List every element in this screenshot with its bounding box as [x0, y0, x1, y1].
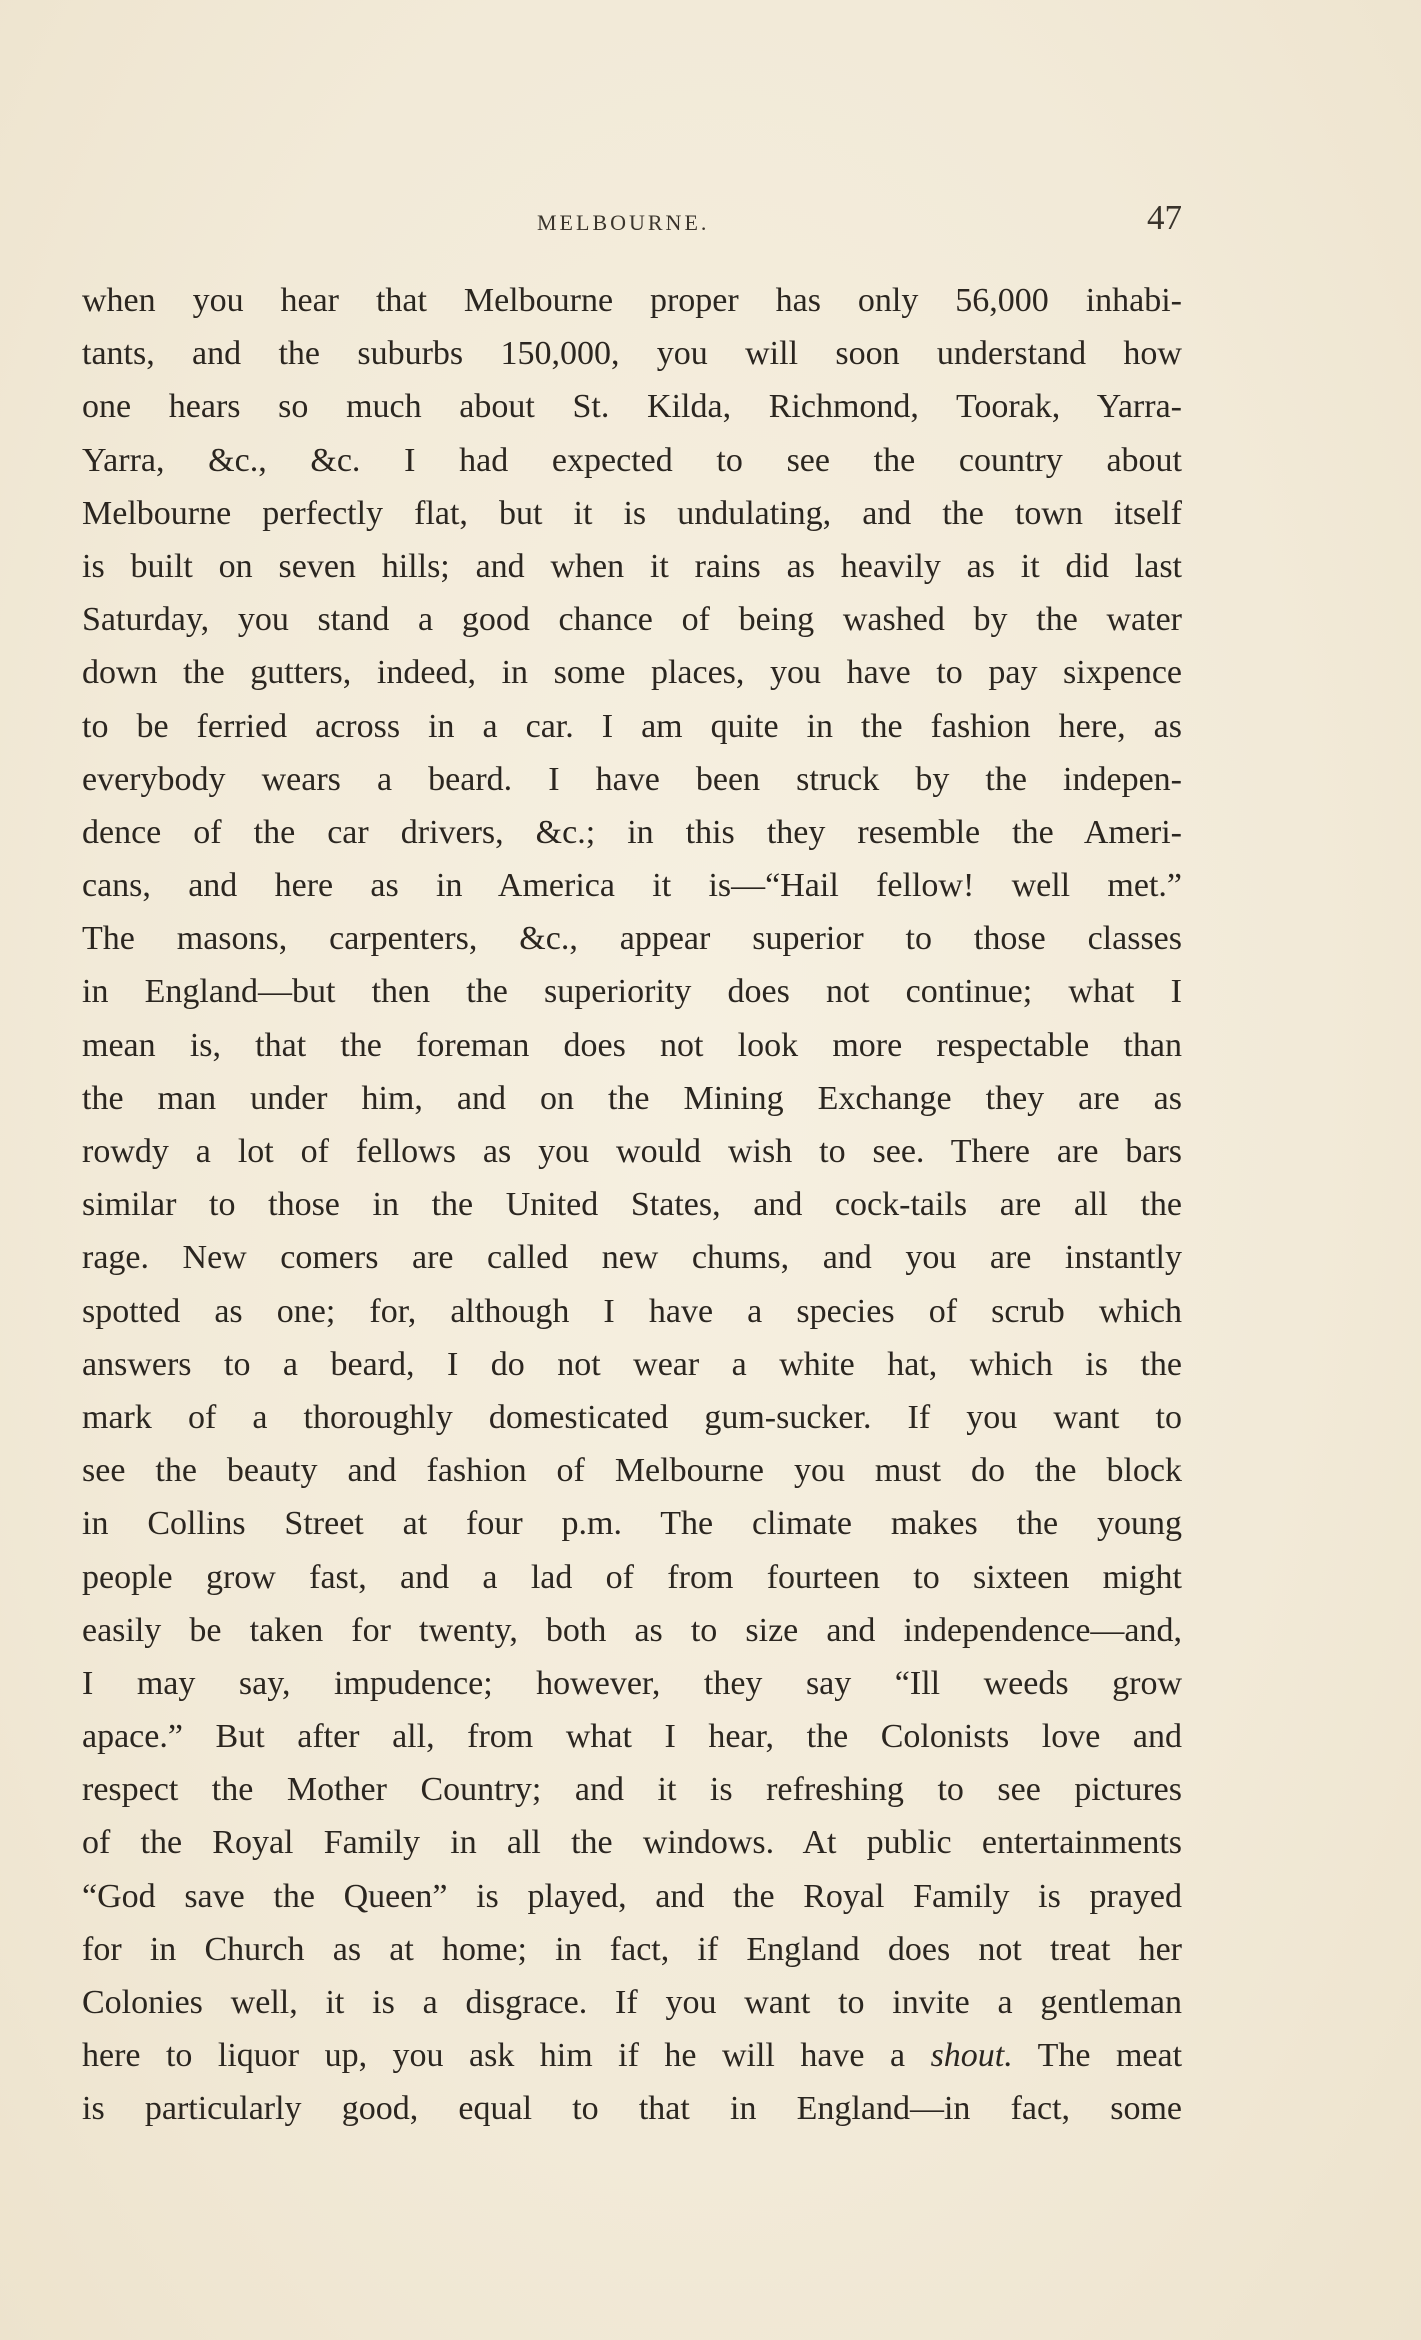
text-line-with-italic: [82, 2029, 1182, 2082]
text-line: cans, and here as in America it is—“Hail fellow! well met.”: [82, 867, 1182, 905]
text-line: down the gutters, indeed, in some places, you have to pay sixpence: [82, 654, 1182, 692]
text-line: I may say, impudence; however, they say “Ill weeds grow: [82, 1664, 1182, 1702]
text-line: in England—but then the superiority does not continue; what I: [82, 973, 1182, 1011]
text-line: Melbourne perfectly flat, but it is undulating, and the town itself: [82, 494, 1182, 532]
running-head: MELBOURNE.: [537, 210, 710, 235]
text-line: of the Royal Family in all the windows. At public entertainments: [82, 1824, 1182, 1862]
page-header: [82, 198, 1182, 248]
text-line: rage. New comers are called new chums, and you are instantly: [82, 1239, 1182, 1277]
text-line: tants, and the suburbs 150,000, you will soon understand how: [82, 335, 1182, 373]
text-line: to be ferried across in a car. I am quite in the fashion here, as: [82, 707, 1182, 745]
text-line: is built on seven hills; and when it rains as heavily as it did last: [82, 547, 1182, 585]
text-segment: The meat: [1037, 2037, 1183, 2075]
text-line: similar to those in the United States, and cock-tails are all the: [82, 1186, 1182, 1224]
text-line: people grow fast, and a lad of from fourteen to sixteen might: [82, 1558, 1182, 1596]
text-line: mark of a thoroughly domesticated gum-sucker. If you want to: [82, 1398, 1182, 1436]
italic-word: shout.: [930, 2037, 1013, 2075]
text-line: dence of the car drivers, &c.; in this they resemble the Ameri-: [82, 813, 1182, 851]
text-line: spotted as one; for, although I have a species of scrub which: [82, 1292, 1182, 1330]
text-line: “God save the Queen” is played, and the Royal Family is prayed: [82, 1877, 1182, 1915]
text-line: respect the Mother Country; and it is refreshing to see pictures: [82, 1771, 1182, 1809]
body-text: [82, 274, 1182, 2136]
text-line: The masons, carpenters, &c., appear superior to those classes: [82, 920, 1182, 958]
page-number: 47: [1147, 198, 1182, 237]
text-line: is particularly good, equal to that in England—in fact, some: [82, 2090, 1182, 2128]
text-line: Saturday, you stand a good chance of being washed by the water: [82, 601, 1182, 639]
text-line: when you hear that Melbourne proper has only 56,000 inhabi-: [82, 282, 1182, 319]
text-line: Colonies well, it is a disgrace. If you want to invite a gentleman: [82, 1984, 1182, 2021]
text-line: one hears so much about St. Kilda, Richmond, Toorak, Yarra-: [82, 388, 1182, 426]
text-line: everybody wears a beard. I have been struck by the indepen-: [82, 760, 1182, 798]
text-line: mean is, that the foreman does not look more respectable than: [82, 1026, 1182, 1064]
text-line: rowdy a lot of fellows as you would wish to see. There are bars: [82, 1133, 1182, 1170]
text-line: apace.” But after all, from what I hear, the Colonists love and: [82, 1718, 1182, 1756]
text-line: Yarra, &c., &c. I had expected to see the country about: [82, 441, 1182, 479]
text-line: see the beauty and fashion of Melbourne you must do the block: [82, 1452, 1182, 1490]
text-line: for in Church as at home; in fact, if England does not treat her: [82, 1930, 1182, 1968]
text-line: answers to a beard, I do not wear a white hat, which is the: [82, 1345, 1182, 1383]
text-line: the man under him, and on the Mining Exchange they are as: [82, 1079, 1182, 1117]
text-segment: here to liquor up, you ask him if he will have a: [82, 2037, 906, 2075]
text-line: easily be taken for twenty, both as to size and independence—and,: [82, 1611, 1182, 1649]
text-line: in Collins Street at four p.m. The climate makes the young: [82, 1505, 1182, 1543]
